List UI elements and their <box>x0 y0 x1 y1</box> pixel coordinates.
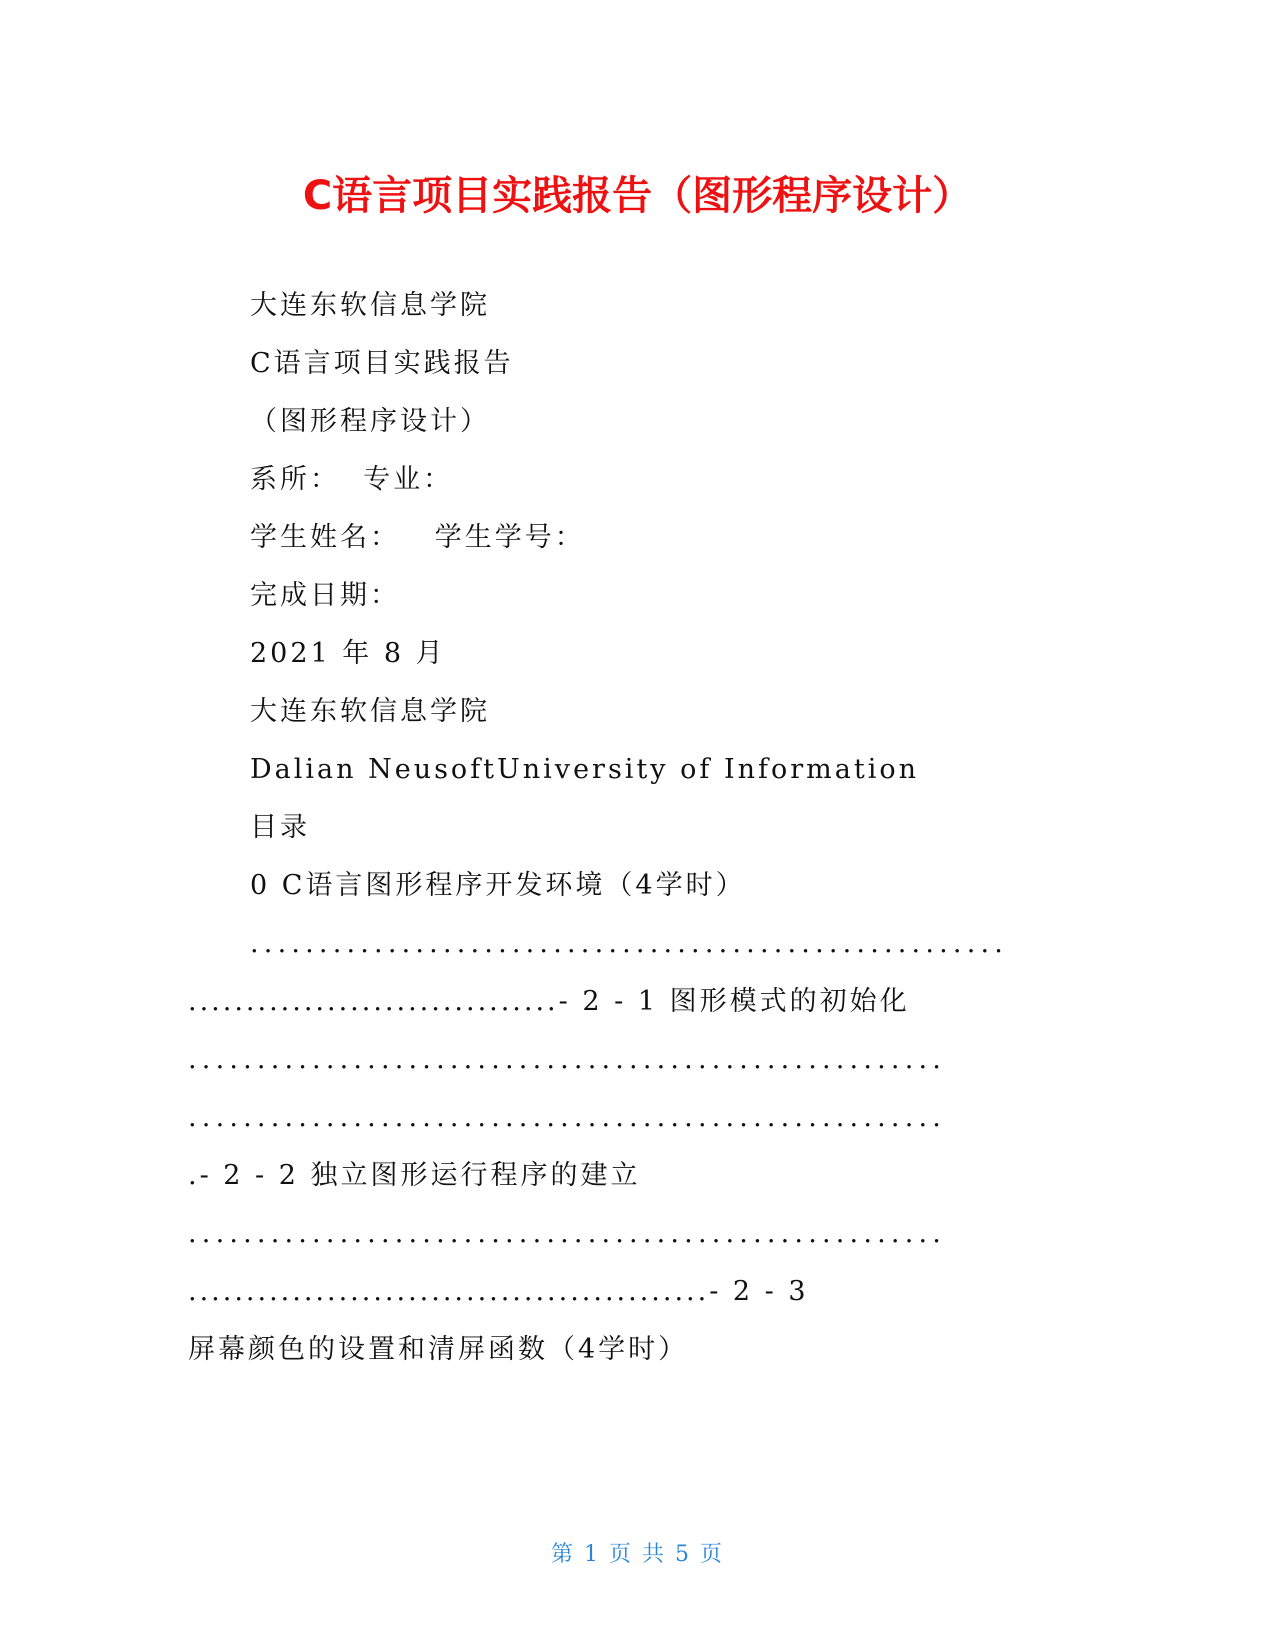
body-line-year-month: 2021 年 8 月 <box>250 638 446 669</box>
body-line-subtitle: （图形程序设计） <box>250 406 490 437</box>
toc-entry-3-page: .............................................- 2 - 3 <box>188 1276 809 1307</box>
toc-entry-2: .- 2 - 2 独立图形运行程序的建立 <box>188 1160 641 1191</box>
page-number-footer: 第 1 页 共 5 页 <box>551 1542 724 1567</box>
toc-leader-line: ....................................................... <box>250 928 1009 959</box>
body-line-school: 大连东软信息学院 <box>250 290 490 321</box>
body-line-school-repeat: 大连东软信息学院 <box>250 696 490 727</box>
body-line-completion-date: 完成日期： <box>250 580 400 611</box>
toc-leader-line: ....................................................... <box>188 1044 947 1075</box>
body-line-school-english: Dalian NeusoftUniversity of Information <box>250 754 919 785</box>
toc-heading: 目录 <box>250 812 310 843</box>
body-line-report-title: C语言项目实践报告 <box>250 348 514 379</box>
toc-leader-line: ....................................................... <box>188 1102 947 1133</box>
toc-entry-0: 0 C语言图形程序开发环境（4学时） <box>250 870 746 901</box>
toc-entry-3: 屏幕颜色的设置和清屏函数（4学时） <box>188 1334 689 1365</box>
body-line-student: 学生姓名： 学生学号： <box>250 522 585 553</box>
body-line-department: 系所： 专业： <box>250 464 454 495</box>
toc-entry-1: ................................- 2 - 1 图形模式的初始化 <box>188 986 910 1017</box>
document-title: C语言项目实践报告（图形程序设计） <box>302 173 973 219</box>
toc-leader-line: ....................................................... <box>188 1218 947 1249</box>
